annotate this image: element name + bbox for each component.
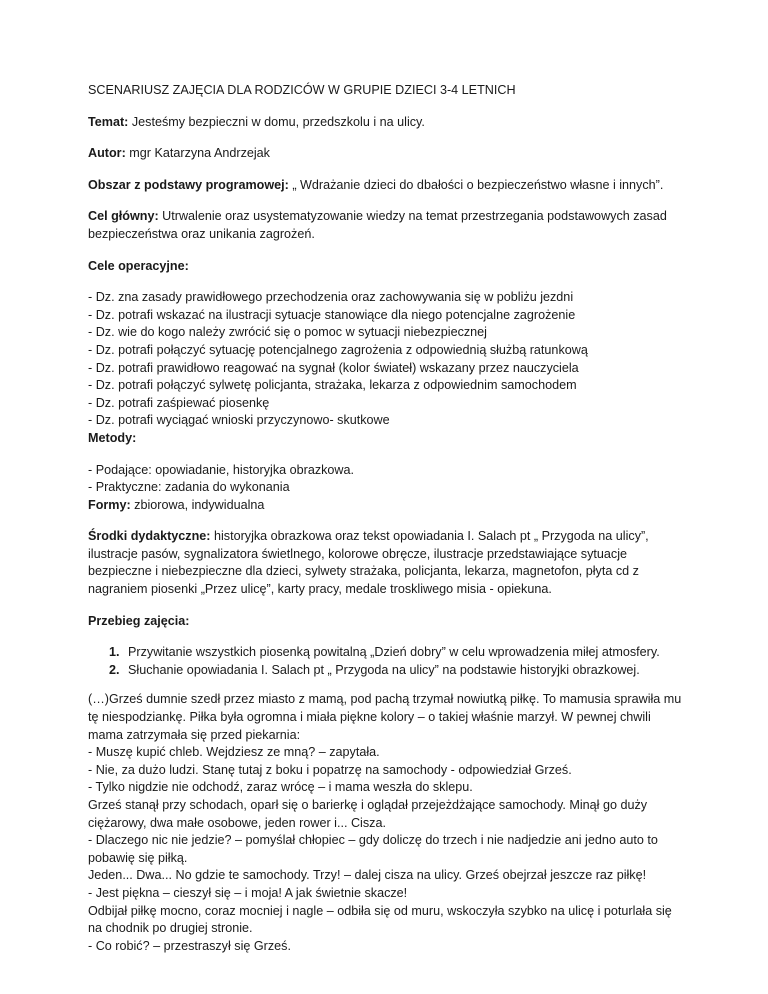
story-paragraph: Grześ stanął przy schodach, oparł się o barierkę i oglądał przejeżdżające samochody. Minął go duży ciężarowy, dwa małe osobowe, jeden rower i... Cisza. [88, 798, 648, 830]
topic-line [88, 114, 682, 132]
course-heading: Przebieg zajęcia: [88, 613, 190, 628]
story-paragraph: Jeden... Dwa... No gdzie te samochody. Trzy! – dalej cisza na ulicy. Grześ obejrzał jeszcze raz piłkę! [88, 868, 647, 883]
methods-list [88, 462, 682, 497]
story-paragraph: - Dlaczego nic nie jedzie? – pomyślał chłopiec – gdy doliczę do trzech i nie nadjedzie ani jedno auto to pobawię się piłką. [88, 833, 658, 865]
step-text: Przywitanie wszystkich piosenką powitalną „Dzień dobry” w celu wprowadzenia miłej atmosfery. [128, 645, 660, 660]
author-line [88, 145, 682, 163]
story-text [88, 691, 682, 955]
list-item [88, 644, 682, 662]
list-item: - Dz. potrafi wskazać na ilustracji sytuacje stanowiące dla niego potencjalne zagrożenie [88, 307, 576, 322]
step-number: 2. [109, 662, 120, 677]
list-item: - Dz. potrafi prawidłowo reagować na sygnał (kolor świateł) wskazany przez nauczyciela [88, 360, 579, 375]
forms-label: Formy: [88, 497, 131, 512]
main-goal-value: Utrwalenie oraz usystematyzowanie wiedzy na temat przestrzegania podstawowych zasad bezpieczeństwa oraz unikania zagrożeń. [88, 209, 667, 241]
means-value: historyjka obrazkowa oraz tekst opowiadania I. Salach pt „ Przygoda na ulicy”, ilustracje pasów, sygnalizatora świetlnego, kolorowe obręcze, ilustracje przedstawiające sytuacje bezpieczne i niebezpieczne dla dzieci, sylwety strażaka, policjanta, lekarza, magnetofon, płyta cd z nagraniem piosenki „Przez ulicę”, karty pracy, medale troskliwego misia - opiekuna. [88, 529, 649, 597]
story-paragraph: - Muszę kupić chleb. Wejdziesz ze mną? – zapytała. [88, 745, 380, 760]
story-paragraph: - Nie, za dużo ludzi. Stanę tutaj z boku i popatrzę na samochody - odpowiedział Grześ. [88, 762, 572, 777]
area-line [88, 177, 682, 195]
story-paragraph: Odbijał piłkę mocno, coraz mocniej i nagle – odbiła się od muru, wskoczyła szybko na ulicę i poturlała się na chodnik po drugiej stronie. [88, 903, 672, 936]
main-goal-label: Cel główny: [88, 209, 159, 224]
list-item [88, 662, 682, 680]
step-number: 1. [109, 645, 120, 660]
ops-heading: Cele operacyjne: [88, 258, 189, 273]
story-paragraph: (…)Grześ dumnie szedł przez miasto z mamą, pod pachą trzymał nowiutką piłkę. To mamusia sprawiła mu tę niespodziankę. Piłka była ogromna i miała piękne kolory – o takiej właśnie marzył. W pewnej chwili mama zatrzymała się przed piekarnia: [88, 692, 682, 742]
list-item: - Dz. potrafi zaśpiewać piosenkę [88, 395, 270, 410]
ops-list [88, 289, 682, 430]
methods-heading: Metody: [88, 430, 137, 445]
topic-label: Temat: [88, 114, 129, 129]
author-label: Autor: [88, 146, 126, 161]
area-label: Obszar z podstawy programowej: [88, 177, 289, 192]
document-title: SCENARIUSZ ZAJĘCIA DLA RODZICÓW W GRUPIE DZIECI 3-4 LETNICH [88, 83, 516, 97]
step-text: Słuchanie opowiadania I. Salach pt „ Przygoda na ulicy” na podstawie historyjki obrazkowej. [128, 662, 640, 677]
means-line [88, 528, 682, 598]
story-paragraph: - Co robić? – przestraszył się Grześ. [88, 938, 291, 953]
main-goal-line [88, 208, 682, 243]
means-label: Środki dydaktyczne: [88, 529, 211, 544]
list-item: - Dz. potrafi połączyć sylwetę policjanta, strażaka, lekarza z odpowiednim samochodem [88, 378, 577, 393]
forms-value: zbiorowa, indywidualna [130, 497, 265, 512]
steps-list [88, 644, 682, 679]
story-paragraph: - Tylko nigdzie nie odchodź, zaraz wrócę – i mama weszła do sklepu. [88, 780, 473, 795]
list-item: - Praktyczne: zadania do wykonania [88, 480, 290, 495]
story-paragraph: - Jest piękna – cieszył się – i moja! A jak świetnie skacze! [88, 885, 408, 900]
list-item: - Dz. potrafi połączyć sytuację potencjalnego zagrożenia z odpowiednią służbą ratunkową [88, 342, 588, 357]
list-item: - Dz. potrafi wyciągać wnioski przyczynowo- skutkowe [88, 413, 390, 428]
list-item: - Dz. wie do kogo należy zwrócić się o pomoc w sytuacji niebezpiecznej [88, 325, 487, 340]
topic-value: Jesteśmy bezpieczni w domu, przedszkolu i na ulicy. [128, 114, 425, 129]
list-item: - Podające: opowiadanie, historyjka obrazkowa. [88, 462, 355, 477]
area-value: „ Wdrażanie dzieci do dbałości o bezpieczeństwo własne i innych”. [288, 177, 664, 192]
forms-line [88, 497, 682, 515]
list-item: - Dz. zna zasady prawidłowego przechodzenia oraz zachowywania się w pobliżu jezdni [88, 290, 574, 305]
author-value: mgr Katarzyna Andrzejak [125, 146, 270, 161]
